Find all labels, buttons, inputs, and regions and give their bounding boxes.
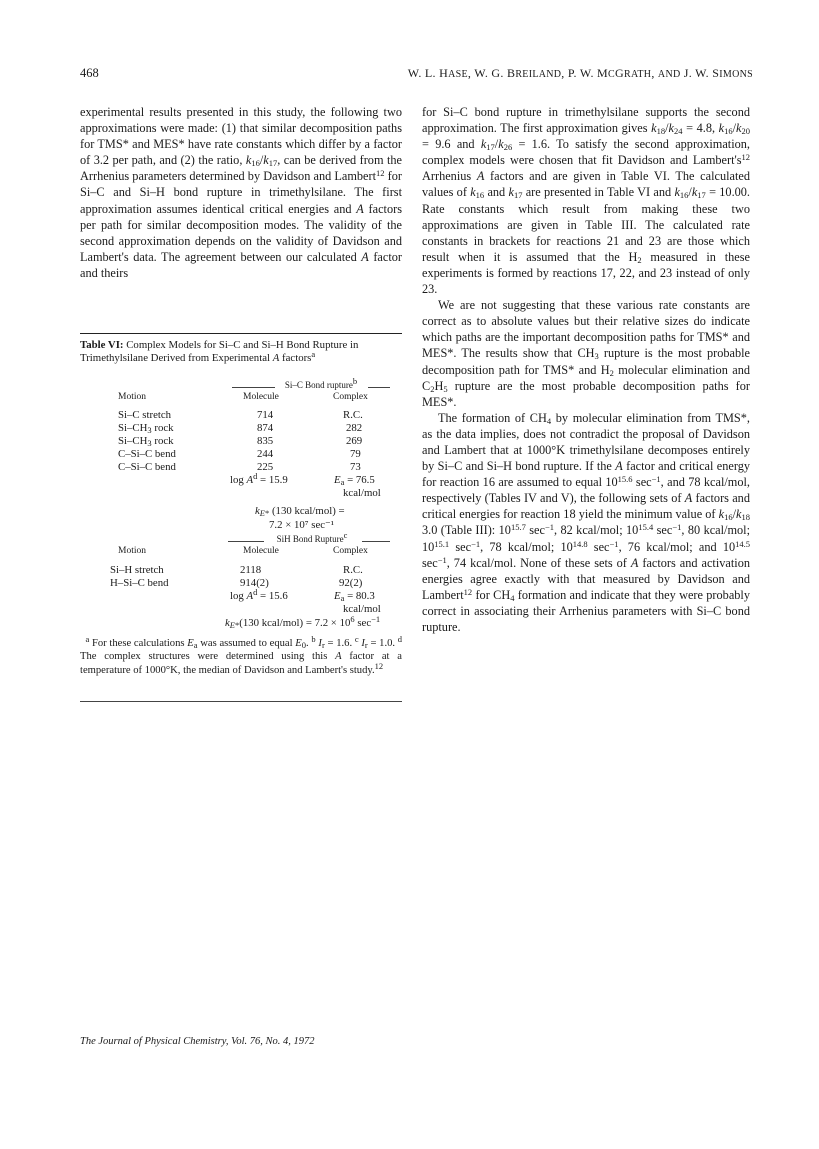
right-paragraph-2: We are not suggesting that these various rate constants are correct as to absolute values but their relative sizes do indicate which paths are the important decomposition paths for TMS* and MES*. The results show that $CH_3$ rupture is the most probable decomposition path for TMS* and $H_2$ molecular elimination and $C_2H_5$ rupture are the most probable decomposition paths for MES*.: [422, 298, 750, 409]
table-cell-molecule: 914(2): [240, 577, 269, 590]
table-bottom-rule: [80, 701, 402, 702]
col-motion-1: Motion: [118, 392, 146, 403]
log-a-sic: $\log A^d = 15.9$: [230, 471, 288, 487]
table-body: [80, 364, 402, 736]
left-column: [80, 104, 402, 281]
right-paragraph-1: for Si–C bond rupture in trimethylsilane supports the second approximation. The first approximation gives $k_{18}/k_{24} = 4.8$, $k_{16}/k_{20} = 9.6$ and $k_{17}/k_{26} = 1.6$. To satisfy the second approximation, complex models were chosen that fit Davidson and $Lambert's^{12}$ Arrhenius A factors and are given in Table VI. The calculated values of $k_{16}$ and $k_{17}$ are presented in Table VI and $k_{16}/k_{17} = 10.00$. Rate constants which result from making these two approximations are given in Table III. The calculated rate constants in brackets for reactions 21 and 23 are those which result when it is assumed that the $H_2$ measured in these experiments is formed by reactions 17, 22, and 23 instead of only 23.: [422, 105, 751, 297]
col-molecule-1: Molecule: [243, 392, 279, 403]
col-complex-2: Complex: [333, 546, 368, 557]
table-cell-complex: 92(2): [339, 577, 363, 590]
span-header-sic: Si–C Bond rupture$^b$: [284, 376, 358, 391]
left-paragraph-1: experimental results presented in this study, the following two approximations were made: (1) that similar decomposition paths for TMS* and MES* have rate constants which differ by a factor of 3.2 per path, and (2) the ratio, $k_{16}/k_{17}$, can be derived from the Arrhenius parameters determined by Davidson and Lambert$^{12}$ for Si–C and Si–H bond rupture in trimethylsilane. The first approximation assumes identical critical energies and A factors per path for similar decomposition modes. The validity of the second approximation depends on the validity of Davidson and Lambert's data. The agreement between our calculated A factor and theirs: [80, 105, 403, 280]
span-rule-left-1: [232, 387, 275, 388]
table-cell-motion: $Si-CH_3$ rock: [118, 422, 174, 436]
ea-sih: $E_a = 80.3$: [334, 590, 375, 604]
right-column: [422, 104, 750, 635]
running-head-authors: W. L. HASE, W. G. BREILAND, P. W. MCGRATH, AND J. W. SIMONS: [407, 66, 753, 80]
table-cell-complex: R.C.: [343, 564, 363, 577]
ea-unit-sih: kcal/mol: [343, 603, 381, 616]
table-cell-complex: R.C.: [343, 409, 363, 422]
table-cell-molecule: 714: [257, 409, 274, 422]
table-label: Table VI:: [80, 339, 124, 351]
log-a-sih: $\log A^d = 15.6$: [230, 587, 288, 603]
col-complex-1: Complex: [333, 392, 368, 403]
table-caption: Table VI: Complex Models for Si–C and Si–H Bond Rupture in Trimethylsilane Derived from Experimental A factors$^a$: [80, 339, 359, 364]
ke-sih-line: $k_{E*}(130$ kcal/mol) = $7.2 \times 10^6$ $\sec^{-1}$: [225, 614, 381, 631]
table-cell-motion: C–Si–C bend: [118, 448, 176, 461]
page-number: 468: [80, 66, 99, 80]
table-vi: [80, 333, 402, 736]
ea-unit-sic: kcal/mol: [343, 487, 381, 500]
table-cell-molecule: 2118: [240, 564, 262, 577]
col-molecule-2: Molecule: [243, 546, 279, 557]
table-cell-motion: $Si-CH_3$ rock: [118, 435, 174, 449]
right-paragraph-3: The formation of $CH_4$ by molecular elimination from TMS*, as the data implies, does not contradict the proposal of Davidson and Lambert that at 1000°K trimethylsilane decomposes entirely by Si–C and Si–H bond rupture. If the A factor and critical energy for reaction 16 are assumed to equal $10^{15.6}$ $\sec^{-1}$, and 78 kcal/mol, respectively (Tables IV and V), the following sets of A factors and critical energies for reaction 18 yield the minimum value of $k_{16}/k_{18}$ 3.0 (Table III): $10^{15.7}$ $\sec^{-1}$, 82 kcal/mol; $10^{15.4}$ $\sec^{-1}$, 80 kcal/mol; $10^{15.1}$ $\sec^{-1}$, 78 kcal/mol; $10^{14.8}$ $\sec^{-1}$, 76 kcal/mol; and $10^{14.5}$ $\sec^{-1}$, 74 kcal/mol. None of these sets of A factors and activation energies agree exactly with that measured by Davidson and Lambert$^{12}$ for $CH_4$ formation and indicate that they were probably correct in associating their Arrhenius parameters with Si–C bond rupture.: [422, 410, 751, 634]
col-motion-2: Motion: [118, 546, 146, 557]
journal-footer: The Journal of Physical Chemistry, Vol. 76, No. 4, 1972: [80, 1036, 315, 1047]
ke-sic-line1: $k_{E*}$ (130 kcal/mol) =: [255, 505, 345, 519]
table-cell-motion: C–Si–C bend: [118, 461, 176, 474]
table-cell-motion: H–Si–C bend: [110, 577, 169, 590]
table-cell-molecule: 835: [257, 435, 274, 448]
table-cell-complex: 269: [346, 435, 363, 448]
table-cell-complex: 282: [346, 422, 363, 435]
table-cell-complex: 73: [350, 461, 361, 474]
table-cell-complex: 79: [350, 448, 361, 461]
table-footnotes: $^a$ For these calculations $E_a$ was assumed to equal $E_0$. $^b$ $I_r = 1.6$. $^c$ $I_r = 1.0$. $^d$ The complex structures were determined using this A factor at a temperature of 1000°K, the median of Davidson and Lambert's study.$^{12}$: [80, 634, 403, 676]
table-cell-molecule: 874: [257, 422, 274, 435]
ke-sic-line2: 7.2 × 10⁷ sec⁻¹: [269, 519, 334, 532]
span-header-sih: SiH Bond Rupture$^c$: [276, 530, 348, 545]
table-cell-molecule: 244: [257, 448, 274, 461]
table-cell-motion: Si–C stretch: [118, 409, 172, 422]
table-cell-molecule: 225: [257, 461, 274, 474]
span-rule-left-2: [228, 541, 264, 542]
span-rule-right-1: [368, 387, 390, 388]
table-cell-motion: Si–H stretch: [110, 564, 164, 577]
span-rule-right-2: [362, 541, 390, 542]
ea-sic: $E_a = 76.5$: [334, 474, 375, 488]
